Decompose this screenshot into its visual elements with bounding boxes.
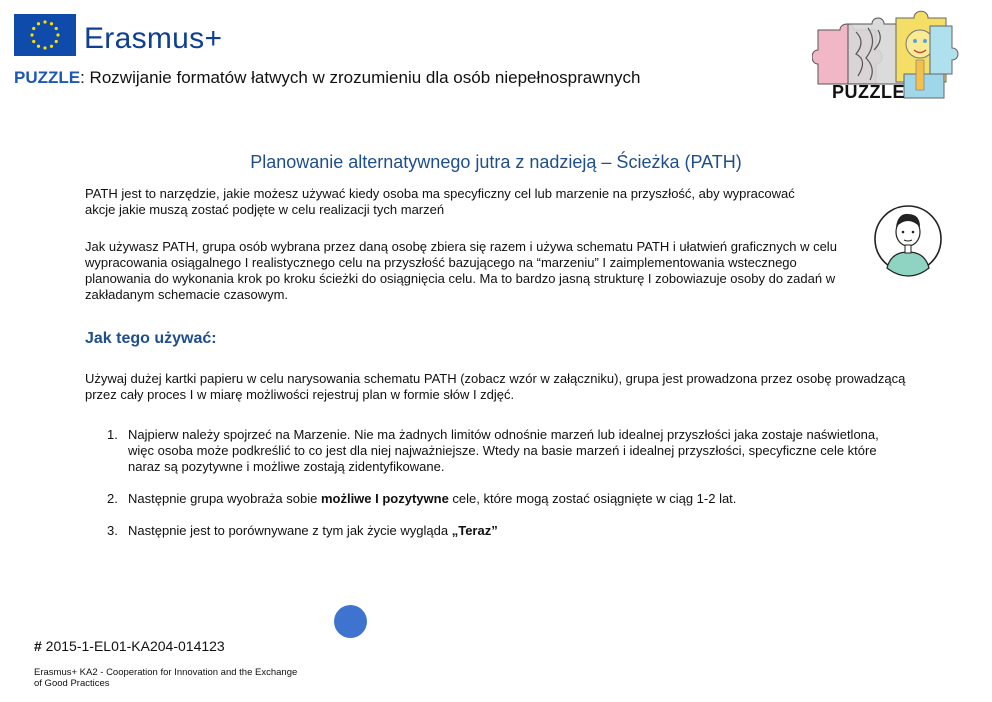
program-note: Erasmus+ KA2 - Cooperation for Innovation and the Exchange of Good Practices [34, 667, 298, 689]
step-number: 3. [107, 523, 118, 538]
step-text: Najpierw należy spojrzeć na Marzenie. Nie ma żadnych limitów odnośnie marzeń lub idealnej przyszłości jaka zostaje naświetlona, więc osoba może podkreślić to co jest dla niej najważniejsze. Wtedy na basie marzeń i idealnej przyszłości, specyficzne cele które naraz są pozytywne i możliwe zostają zidentyfikowane. [128, 427, 879, 474]
eu-star-icon [56, 33, 59, 36]
how-to-use-paragraph: Używaj dużej kartki papieru w celu narysowania schematu PATH (zobacz wzór w załączniku), grupa jest prowadzona przez osobę prowadzącą przez cały proces I w miarę możliwości rejestruj plan w formie słów I zdjęć. [85, 371, 906, 402]
eu-flag-icon [14, 14, 76, 56]
intro-paragraph: PATH jest to narzędzie, jakie możesz używać kiedy osoba ma specyficzny cel lub marzenie na przyszłość, aby wypracować akcje jakie muszą zostać podjęte w celu realizacji tych marzeń [85, 186, 795, 217]
eu-star-icon [30, 33, 33, 36]
project-title [14, 68, 640, 88]
eu-star-icon [43, 20, 46, 23]
step-number: 1. [107, 427, 118, 442]
list-item [100, 523, 900, 539]
step-emphasis: możliwe I pozytywne [320, 491, 449, 506]
project-subtitle: : Rozwijanie formatów łatwych w zrozumieniu dla osób niepełnosprawnych [80, 68, 641, 87]
grant-hash: # [34, 638, 42, 654]
step-text: cele, które mogą zostać osiągnięte w ciąg 1-2 lat. [448, 491, 737, 506]
list-item [100, 491, 900, 507]
document-title: Planowanie alternatywnego jutra z nadzieją – Ścieżka (PATH) [250, 152, 742, 172]
eu-star-icon [37, 22, 40, 25]
description-paragraph: Jak używasz PATH, grupa osób wybrana przez daną osobę zbiera się razem i używa schematu PATH i ułatwień graficznych w celu wypracowania osiągalnego I realistycznego celu na przyszłość bazującego na “marzeniu” I zaimplementowania wstecznego planowania do wykonania krok po kroku ścieżki do osiągnięcia celu. Ma to bardzo jasną strukturę I zobowiazuje osoby do zadań w zakładanym schemacie czasowym. [85, 239, 837, 302]
person-avatar-icon [873, 196, 943, 282]
erasmus-brand: Erasmus+ [84, 22, 223, 55]
eu-star-icon [55, 40, 58, 43]
eu-star-icon [37, 45, 40, 48]
eu-star-icon [55, 27, 58, 30]
puzzle-logo [812, 8, 964, 104]
step-text: Następnie grupa wyobraża sobie [128, 491, 321, 506]
steps-list [100, 427, 900, 555]
puzzle-logo-text: PUZZLE [832, 82, 905, 102]
eu-star-icon [50, 22, 53, 25]
list-item [100, 427, 900, 475]
grant-number [34, 638, 225, 654]
eu-star-icon [32, 27, 35, 30]
step-text: Następnie jest to porównywane z tym jak życie wygląda [128, 523, 452, 538]
decorative-dot [334, 605, 367, 638]
eu-star-icon [32, 40, 35, 43]
step-emphasis: „Teraz” [451, 523, 498, 538]
grant-number-text: 2015-1-EL01-KA204-014123 [41, 638, 225, 654]
step-number: 2. [107, 491, 118, 506]
eu-star-icon [50, 45, 53, 48]
project-name: PUZZLE [14, 68, 81, 87]
eu-star-icon [43, 46, 46, 49]
how-to-use-heading: Jak tego używać: [85, 330, 217, 347]
